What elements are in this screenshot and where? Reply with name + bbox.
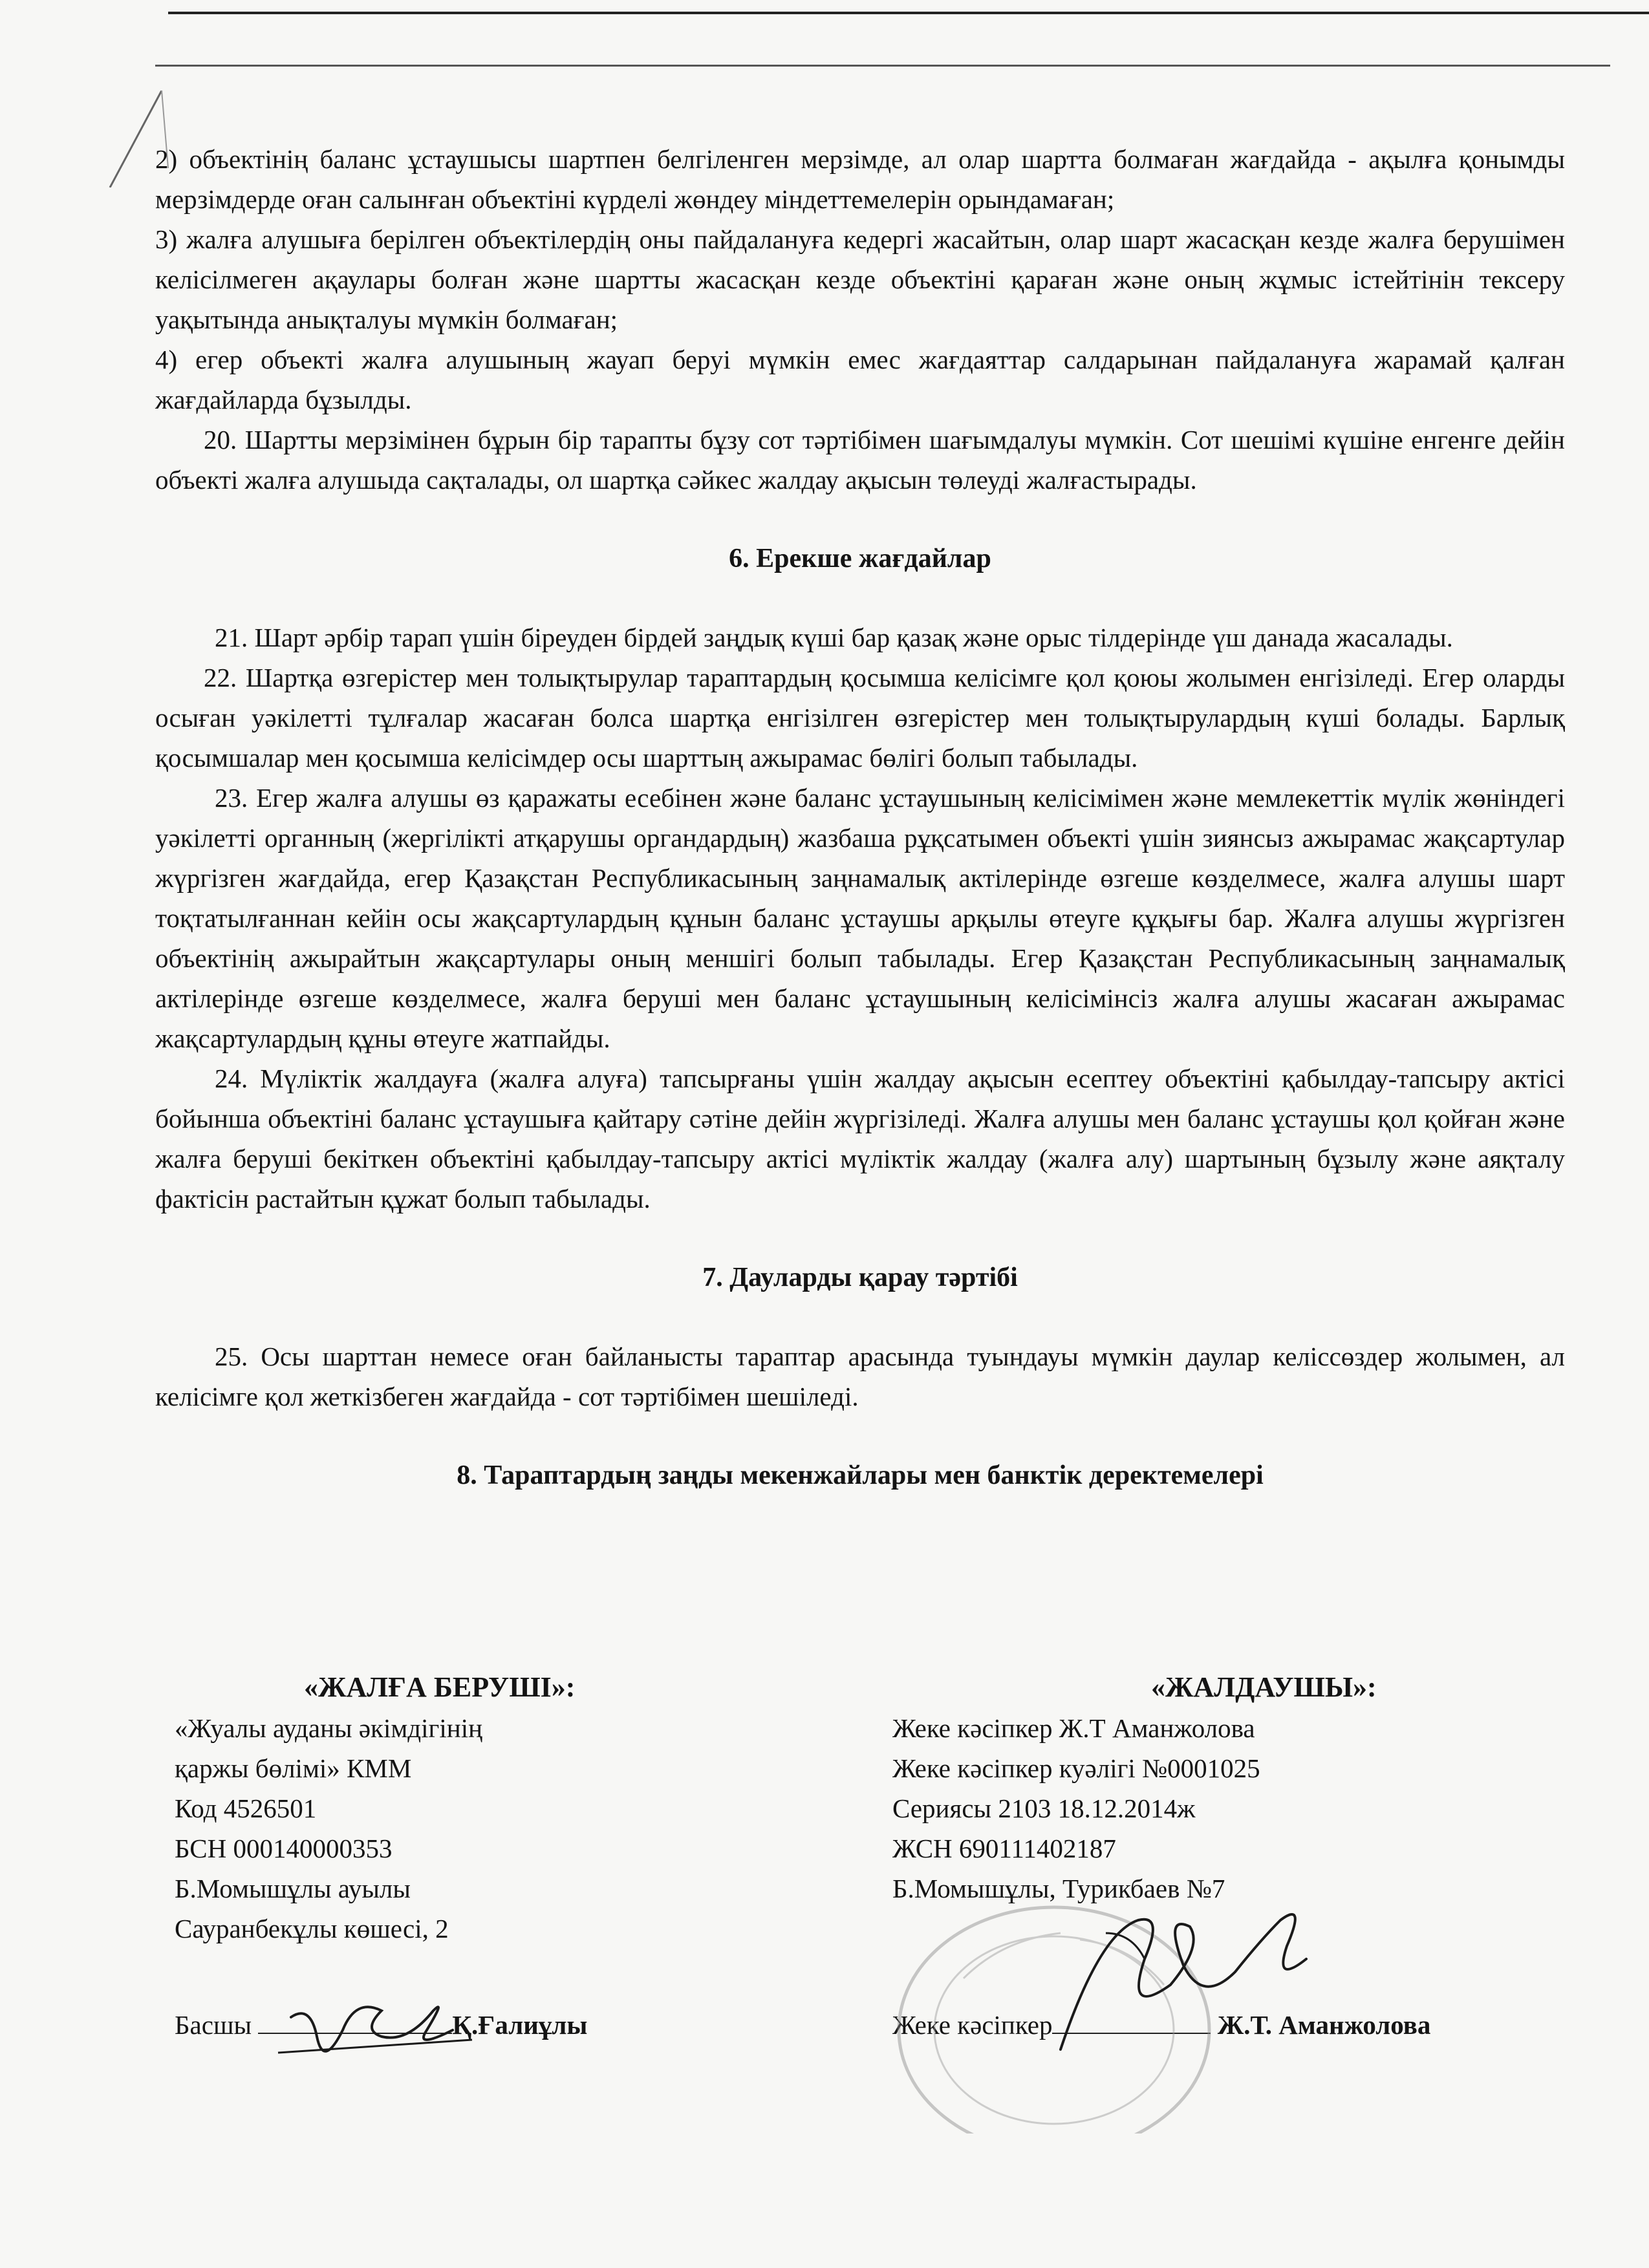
lessor-sign-name: Қ.Ғалиұлы [452,2010,588,2040]
section-7-heading: 7. Дауларды қарау тәртібі [702,1263,1018,1292]
lessee-line: ЖСН 690111402187 [892,1834,1116,1863]
paragraph-item-4: 4) егер объекті жалға алушының жауап беруі мүмкін емес жағдаяттар салдарынан пайдалануға жарамай қалған жағдайларда бұзылды. [155,345,1565,414]
lessee-line: Жеке кәсіпкер Ж.Т Аманжолова [892,1713,1255,1743]
lessee-sign-label: Жеке кәсіпкер [892,2010,1053,2040]
lessee-line: Б.Момышұлы, Турикбаев №7 [892,1874,1225,1903]
paragraph-20: 20. Шартты мерзімінен бұрын бір тарапты бұзу сот тәртібімен шағымдалуы мүмкін. Сот шешімі күшіне енгенге дейін объекті жалға алушыда сақталады, ол шартқа сәйкес жалдау ақысын төлеуді жалғастырады. [155,425,1565,495]
lessee-line: Сериясы 2103 18.12.2014ж [892,1793,1196,1823]
lessor-title: «ЖАЛҒА БЕРУШІ»: [304,1671,576,1703]
lessor-block [175,1668,821,1949]
paragraph-25: 25. Осы шарттан немесе оған байланысты тараптар арасында туындауы мүмкін даулар келіссөздер жолымен, ал келісімге қол жеткізбеген жағдайда - сот тәртібімен шешіледі. [155,1342,1565,1411]
paragraph-22: 22. Шартқа өзгерістер мен толықтырулар тараптардың қосымша келісімге қол қоюы жолымен енгізіледі. Егер оларды осыған уәкілетті тұлғалар жасаған болса шартқа енгізілген өзгерістер мен толықтырулардың күші болады. Барлық қосымшалар мен қосымша келісімдер осы шарттың ажырамас бөлігі болып табылады. [155,663,1565,773]
scan-top-edge [168,12,1649,14]
lessee-signature [1048,1888,1319,2069]
paragraph-item-3: 3) жалға алушыға берілген объектілердің оны пайдалануға кедергі жасайтын, олар шарт жасасқан кезде жалға берушімен келісілмеген ақаулары болған және шартты жасасқан кезде объектіні қараған және оның жұмыс істейтінін тексеру уақытында анықталуы мүмкін болмаған; [155,224,1565,334]
section-8-heading: 8. Тараптардың заңды мекенжайлары мен банктік деректемелері [457,1460,1264,1490]
lessee-line: Жеке кәсіпкер куәлігі №0001025 [892,1753,1260,1783]
document-body [155,139,1565,1495]
lessor-line: «Жуалы ауданы әкімдігінің [175,1713,483,1743]
lessor-line: Код 4526501 [175,1793,317,1823]
lessor-sign-label: Басшы [175,2010,252,2040]
lessor-line: БСН 000140000353 [175,1834,393,1863]
paragraph-item-2: 2) объектінің баланс ұстаушысы шартпен белгіленген мерзімде, ал олар шартта болмаған жағдайда - ақылға қонымды мерзімдерде оған салынған объектіні күрделі жөндеу міндеттемелерін орындамаған; [155,144,1565,214]
page-top-rule [155,65,1610,67]
section-6-heading: 6. Ерекше жағдайлар [729,544,991,573]
lessor-line: Сауранбекұлы көшесі, 2 [175,1914,449,1943]
paragraph-21: 21. Шарт әрбір тарап үшін біреуден бірдей заңдық күші бар қазақ және орыс тілдерінде үш данада жасалады. [215,623,1453,652]
lessor-line: Б.Момышұлы ауылы [175,1874,411,1903]
paragraph-23: 23. Егер жалға алушы өз қаражаты есебінен және баланс ұстаушының келісімімен және мемлекеттік мүлік жөніндегі уәкілетті органның (жергілікті атқарушы органдардың) жазбаша рұқсатымен объекті үшін зиянсыз ажырамас жақсартулар жүргізген жағдайда, егер Қазақстан Республикасының заңнамалық актілерінде өзгеше көзделмесе, жалға алушы шарт тоқтатылғаннан кейін осы жақсартулардың құнын баланс ұстаушы арқылы өтеуге құқығы бар. Жалға алушы жүргізген объектінің ажырайтын жақсартулары оның меншігі болып табылады. Егер Қазақстан Республикасының заңнамалық актілерінде өзгеше көзделмесе, жалға беруші мен баланс ұстаушының келісімінсіз жалға алушы жасаған ажырамас жақсартулардың құны өтеуге жатпайды. [155,783,1565,1053]
lessee-block [892,1668,1539,1909]
paragraph-24: 24. Мүліктік жалдауға (жалға алуға) тапсырғаны үшін жалдау ақысын есептеу объектіні қабылдау-тапсыру актісі бойынша объектіні баланс ұстаушыға қайтару сәтіне дейін жүргізіледі. Жалға алушы мен баланс ұстаушы қол қойған және жалға беруші бекіткен объектіні қабылдау-тапсыру актісі мүліктік жалдау (жалға алу) шартының бұзылу және аяқталу фактісін растайтын құжат болып табылады. [155,1064,1565,1214]
lessee-title: «ЖАЛДАУШЫ»: [1151,1671,1377,1703]
lessor-line: қаржы бөлімі» КММ [175,1753,412,1783]
lessor-signature [272,1978,479,2075]
lessee-sign-name: Ж.Т. Аманжолова [1217,2010,1431,2040]
